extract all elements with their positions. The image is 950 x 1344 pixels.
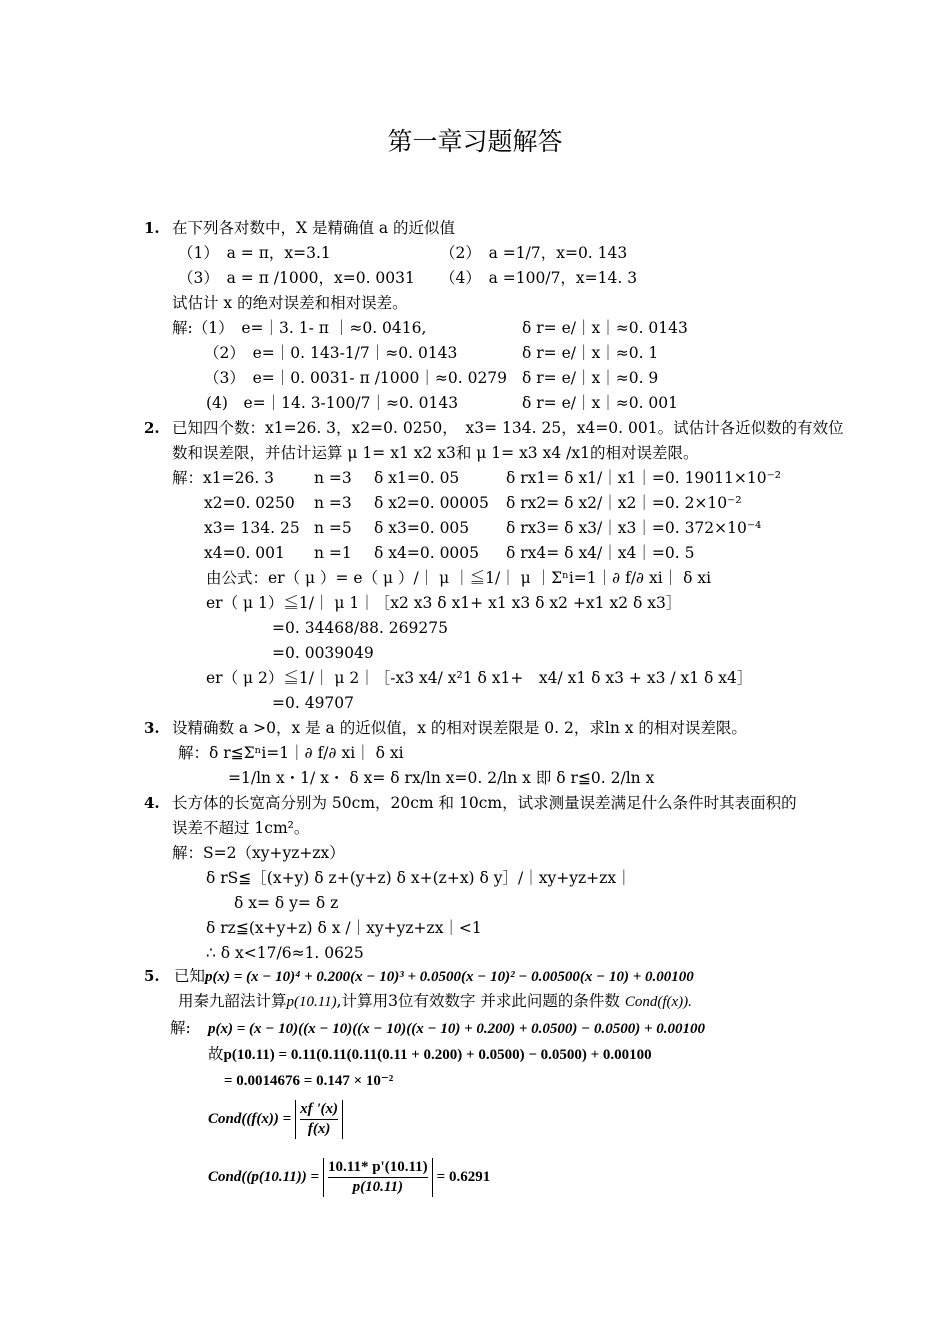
solution-1-line-2b: δ r= e/｜x｜≈0. 1: [522, 344, 659, 362]
condition-numerator: xf '(x): [300, 1101, 339, 1117]
row-1-x: 解：x1=26. 3: [172, 469, 275, 487]
condition-number-label: Cond(f(x)).: [624, 994, 692, 1010]
solution-1-line-4b: δ r= e/｜x｜≈0. 001: [522, 394, 679, 412]
row-4-n: n =1: [314, 544, 352, 562]
error-mu1-value-1: =0. 34468/88. 269275: [272, 619, 448, 637]
row-2-delta: δ x2=0. 00005: [374, 494, 489, 512]
page-title: 第一章习题解答: [387, 127, 563, 156]
case-2: （2） a =1/7，x=0. 143: [440, 244, 628, 262]
row-1-rel: δ rx1= δ x1/｜x1｜=0. 19011×10⁻²: [506, 469, 781, 487]
solution-4-line-4: δ rz≦(x+y+z) δ x /｜xy+yz+zx｜<1: [206, 919, 482, 937]
problem-5-number: 5.: [144, 967, 160, 985]
row-4-rel: δ rx4= δ x4/｜x4｜=0. 5: [506, 544, 695, 562]
horner-evaluation-prefix: 故: [208, 1045, 224, 1063]
row-3-n: n =5: [314, 519, 352, 537]
error-mu1-value-2: =0. 0039049: [272, 644, 374, 662]
row-2-n: n =3: [314, 494, 352, 512]
problem-5-line-2-prefix: 用秦九韶法计算: [178, 992, 287, 1010]
row-3-x: x3= 134. 25: [204, 519, 300, 537]
row-1-delta: δ x1=0. 05: [374, 469, 460, 487]
error-mu2: er（ μ 2）≦1/｜ μ 2｜［-x3 x4/ x²1 δ x1+ x4/ x1 δ x3 + x3 / x1 δ x4］: [206, 669, 753, 687]
solution-1-line-2a: （2） e=｜0. 143-1/7｜≈0. 0143: [204, 344, 458, 362]
solution-4-line-2: δ rS≦［(x+y) δ z+(y+z) δ x+(z+x) δ y］/｜xy+yz+zx｜: [206, 869, 632, 887]
condition-fraction: [295, 1100, 343, 1139]
problem-5-line-2-mid: ,计算用3位有效数字 并求此问题的条件数: [336, 992, 620, 1010]
row-4-delta: δ x4=0. 0005: [374, 544, 480, 562]
solution-5-label: 解:: [170, 1019, 191, 1037]
problem-1-statement: 在下列各对数中，X 是精确值 a 的近似值: [172, 219, 456, 237]
solution-3-line-1: 解：δ r≦Σⁿi=1｜∂ f/∂ xi｜ δ xi: [178, 744, 404, 762]
solution-4-line-5: ∴ δ x<17/6≈1. 0625: [206, 944, 364, 962]
problem-4-statement-2: 误差不超过 1cm²。: [172, 819, 310, 837]
solution-4-line-3: δ x= δ y= δ z: [234, 894, 339, 912]
solution-1-line-3a: （3） e=｜0. 0031- π /1000｜≈0. 0279: [204, 369, 508, 387]
horner-result: [224, 1070, 393, 1091]
problem-5-line-1-prefix: 已知: [174, 967, 206, 985]
problem-3-statement: 设精确数 a >0，x 是 a 的近似值，x 的相对误差限是 0. 2，求ln x 的相对误差限。: [172, 719, 747, 737]
case-1: （1） a = π，x=3.1: [178, 244, 331, 262]
condition-value-denominator: p(10.11): [352, 1179, 404, 1195]
problem-3-number: 3.: [144, 719, 160, 737]
case-4: （4） a =100/7，x=14. 3: [440, 269, 638, 287]
problem-2-statement-2: 数和误差限，并估计运算 μ 1= x1 x2 x3和 μ 1= x3 x4 /x1的相对误差限。: [172, 444, 699, 462]
solution-1-line-1a: 解:（1） e=｜3. 1- π ｜≈0. 0416,: [172, 319, 427, 337]
condition-value-numerator: 10.11* p'(10.11): [328, 1159, 428, 1175]
solution-3-line-2: =1/ln x・1/ x・ δ x= δ rx/ln x=0. 2/ln x 即 δ r≦0. 2/ln x: [228, 769, 655, 787]
condition-value-lhs: Cond((p(10.11)) =: [208, 1169, 320, 1185]
row-2-rel: δ rx2= δ x2/｜x2｜=0. 2×10⁻²: [506, 494, 742, 512]
case-3: （3） a = π /1000，x=0. 0031: [178, 269, 415, 287]
condition-value-result: = 0.6291: [436, 1169, 491, 1185]
solution-1-line-4a: (4) e=｜14. 3-100/7｜≈0. 0143: [206, 394, 459, 412]
p-10-11: p(10.11): [286, 994, 337, 1010]
polynomial-definition: p(x) = (x − 10)⁴ + 0.200(x − 10)³ + 0.0500(x − 10)² − 0.00500(x − 10) + 0.00100: [205, 969, 694, 985]
row-3-rel: δ rx3= δ x3/｜x3｜=0. 372×10⁻⁴: [506, 519, 762, 537]
condition-formula-lhs: Cond((f(x)) =: [208, 1111, 292, 1127]
problem-4-statement-1: 长方体的长宽高分别为 50cm，20cm 和 10cm，试求测量误差满足什么条件时其表面积的: [172, 794, 797, 812]
horner-evaluation-expression: p(10.11) = 0.11(0.11(0.11(0.11 + 0.200) + 0.0500) − 0.0500) + 0.00100: [223, 1047, 652, 1063]
solution-1-line-3b: δ r= e/｜x｜≈0. 9: [522, 369, 659, 387]
horner-evaluation: [208, 1044, 652, 1065]
row-3-delta: δ x3=0. 005: [374, 519, 470, 537]
solution-1-line-1b: δ r= e/｜x｜≈0. 0143: [522, 319, 688, 337]
solution-4-line-1: 解：S=2（xy+yz+zx）: [172, 844, 345, 862]
error-mu1: er（ μ 1）≦1/｜ μ 1｜［x2 x3 δ x1+ x1 x3 δ x2 +x1 x2 δ x3］: [206, 594, 682, 612]
problem-2-number: 2.: [144, 419, 160, 437]
horner-form: [208, 1018, 705, 1039]
row-2-x: x2=0. 0250: [204, 494, 295, 512]
horner-result-value: = 0.0014676 = 0.147 × 10⁻²: [224, 1073, 394, 1089]
error-mu2-value: =0. 49707: [272, 694, 355, 712]
condition-formula: [208, 1100, 347, 1139]
problem-4-number: 4.: [144, 794, 160, 812]
problem-2-statement-1: 已知四个数：x1=26. 3，x2=0. 0250， x3= 134. 25，x4=0. 001。试估计各近似数的有效位: [172, 419, 844, 437]
horner-expression: p(x) = (x − 10)((x − 10)((x − 10)((x − 10) + 0.200) + 0.0500) − 0.0500) + 0.00100: [208, 1021, 706, 1037]
formula-line: 由公式：er（ μ ）= e（ μ ）/｜ μ ｜≦1/｜ μ ｜Σⁿi=1｜∂ f/∂ xi｜ δ xi: [206, 569, 712, 587]
problem-1-number: 1.: [144, 219, 160, 237]
condition-value-formula: [208, 1158, 490, 1197]
condition-value-fraction: [323, 1158, 433, 1197]
problem-5-line-1: [174, 966, 694, 987]
row-4-x: x4=0. 001: [204, 544, 285, 562]
row-1-n: n =3: [314, 469, 352, 487]
condition-denominator: f(x): [307, 1121, 331, 1137]
problem-1-ask: 试估计 x 的绝对误差和相对误差。: [172, 294, 408, 312]
problem-5-line-2: [178, 991, 692, 1012]
